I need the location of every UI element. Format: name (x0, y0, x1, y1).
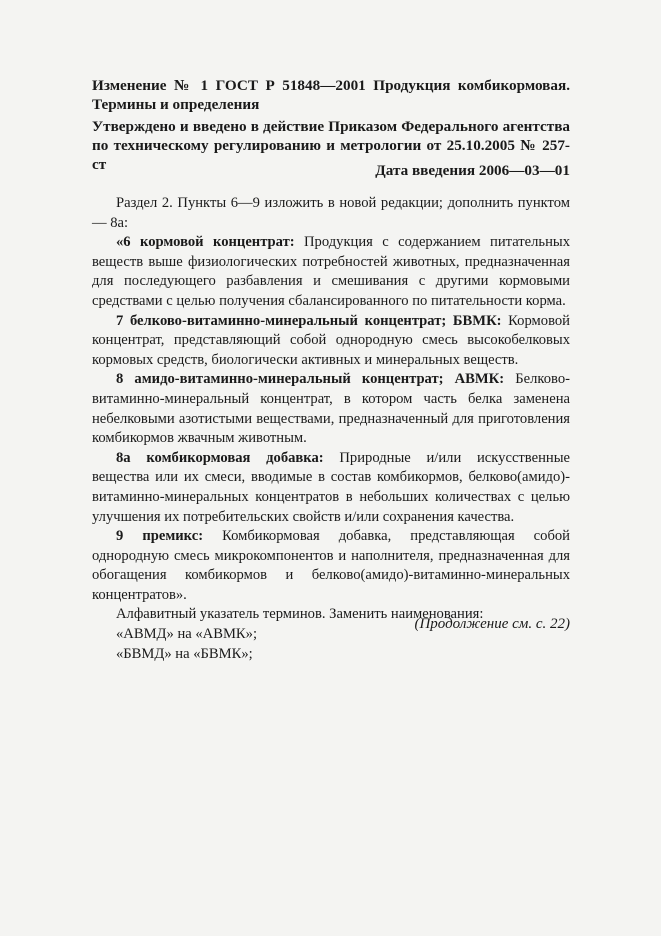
document-body (92, 194, 570, 664)
definition-7: Кормовой концентрат, представляющий собой однородную смесь высокобелковых кормовых средств, биологически активных и минеральных веществ. (92, 312, 570, 368)
replacement-1: «АВМД» на «АВМК»; (116, 626, 258, 643)
definition-6: Продукция с содержанием питательных веществ выше физиологических потребностей животных, предназначенная для последующего разбавления и смешивания с другими кормовыми средствами с целью получения сбалансированного по питательности корма. (92, 234, 570, 309)
amendment-title: Изменение № 1 ГОСТ Р 51848—2001 Продукция комбикормовая. Термины и определения (92, 77, 570, 113)
term-6: «6 кормовой концентрат: (116, 234, 295, 251)
term-7: 7 белково-витаминно-минеральный концентрат; БВМК: (116, 312, 502, 329)
term-8: 8 амидо-витаминно-минеральный концентрат; АВМК: (116, 371, 505, 388)
continuation-note: (Продолжение см. с. 22) (414, 616, 570, 632)
definition-item-8 (92, 370, 570, 448)
term-9: 9 премикс: (116, 528, 204, 545)
definition-item-6 (92, 233, 570, 311)
definition-item-7 (92, 312, 570, 371)
definition-9: Комбикормовая добавка, представляющая собой однородную смесь микрокомпонентов и наполнителя, предназначенная для обогащения комбикормов и белково(амидо)-витаминно-минеральных концентратов». (92, 528, 570, 603)
definition-item-8a (92, 449, 570, 527)
intro-paragraph: Раздел 2. Пункты 6—9 изложить в новой редакции; дополнить пунктом — 8а: (92, 195, 570, 231)
index-instruction: Алфавитный указатель терминов. Заменить наименования: (116, 606, 484, 623)
definition-8: Белково-витаминно-минеральный концентрат, в котором часть белка заменена небелковыми азотистыми веществами, предназначенный для приготовления комбикормов жвачным животным. (92, 371, 570, 447)
approval-statement: Утверждено и введено в действие Приказом Федерального агентства по техническому регулированию и метрологии от 25.10.2005 № 257-ст (92, 118, 570, 173)
effective-date: Дата введения 2006—03—01 (375, 162, 570, 179)
replacement-2: «БВМД» на «БВМК»; (116, 645, 253, 662)
definition-8a: Природные и/или искусственные вещества или их смеси, вводимые в состав комбикормов, белково(амидо)-витаминно-минеральных концентратов в небольших количествах с целью улучшения их потребительских свойств и/или сохранения качества. (92, 449, 570, 525)
definition-item-9 (92, 527, 570, 605)
term-8a: 8а комбикормовая добавка: (116, 449, 324, 466)
